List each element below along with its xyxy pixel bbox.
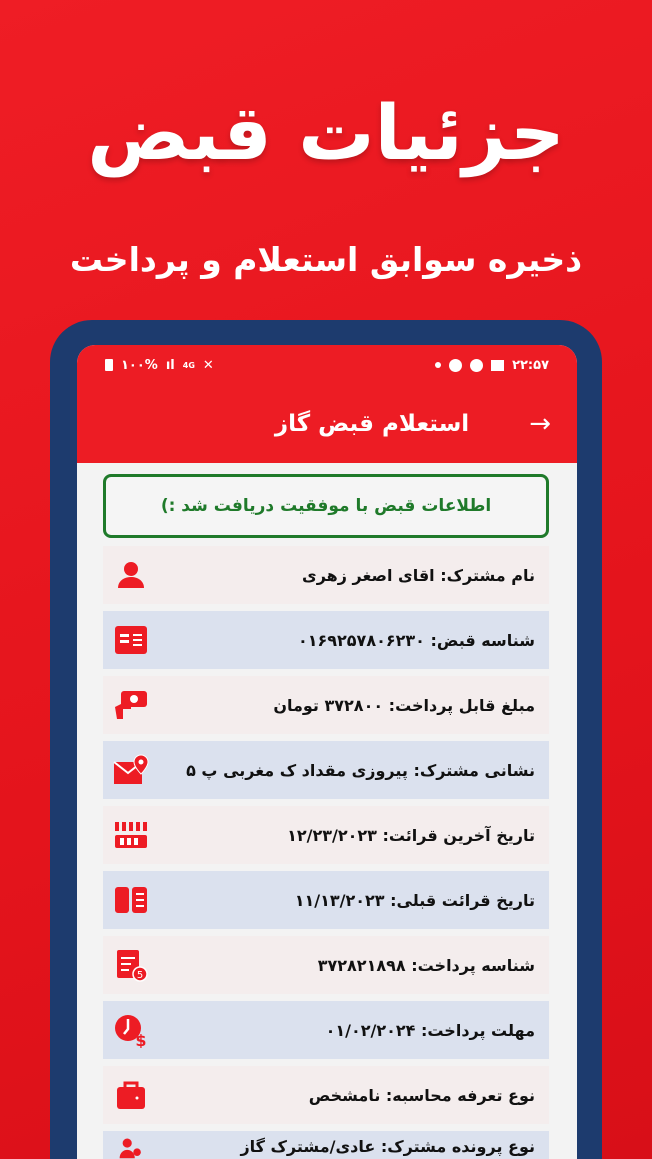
meter-icon bbox=[113, 817, 149, 853]
detail-row-previous-reading bbox=[103, 871, 549, 929]
battery-icon bbox=[105, 359, 113, 371]
detail-row-due-date bbox=[103, 1001, 549, 1059]
app-notification-icon bbox=[449, 359, 462, 372]
cash-hand-icon bbox=[113, 687, 149, 723]
clock-time: ۲۲:۵۷ bbox=[512, 357, 549, 373]
message-icon bbox=[491, 360, 504, 371]
detail-text: نوع تعرفه محاسبه: نامشخص bbox=[308, 1085, 535, 1105]
clock-dollar-icon bbox=[113, 1012, 149, 1048]
detail-row-tariff bbox=[103, 1066, 549, 1124]
svg-text:$: $ bbox=[135, 1031, 147, 1048]
detail-row-payment-id bbox=[103, 936, 549, 994]
page-title: استعلام قبض گاز bbox=[274, 411, 470, 437]
promo-headline: جزئیات قبض bbox=[87, 88, 565, 177]
network-type: 4G bbox=[182, 360, 195, 370]
detail-row-file-type bbox=[103, 1131, 549, 1159]
status-bar bbox=[77, 345, 577, 385]
mute-icon: ✕ bbox=[202, 357, 214, 373]
detail-text: تاریخ آخرین قرائت: ۱۲/۲۳/۲۰۲۳ bbox=[287, 825, 535, 845]
detail-row-last-reading bbox=[103, 806, 549, 864]
user-group-icon bbox=[113, 1137, 149, 1159]
detail-text: شناسه قبض: ۰۱۶۹۲۵۷۸۰۶۲۳۰ bbox=[297, 630, 535, 650]
id-card-icon bbox=[113, 622, 149, 658]
briefcase-icon bbox=[113, 1077, 149, 1113]
detail-text: تاریخ قرائت قبلی: ۱۱/۱۳/۲۰۲۳ bbox=[294, 890, 535, 910]
mail-location-icon bbox=[113, 752, 149, 788]
detail-text: نوع پرونده مشترک: عادی/مشترک گاز bbox=[240, 1137, 535, 1156]
dot-icon bbox=[435, 362, 441, 368]
detail-text: نام مشترک: اقای اصغر زهری bbox=[302, 565, 535, 585]
success-message: اطلاعات قبض با موفقیت دریافت شد :) bbox=[103, 474, 549, 538]
app-bar bbox=[77, 385, 577, 463]
promo-subtitle: ذخیره سوابق استعلام و پرداخت bbox=[69, 240, 583, 279]
detail-text: شناسه پرداخت: ۳۷۲۸۲۱۸۹۸ bbox=[317, 955, 535, 975]
detail-row-amount bbox=[103, 676, 549, 734]
svg-text:5: 5 bbox=[136, 970, 144, 981]
detail-row-subscriber-name bbox=[103, 546, 549, 604]
receipt-icon bbox=[113, 947, 149, 983]
detail-row-address bbox=[103, 741, 549, 799]
book-icon bbox=[113, 882, 149, 918]
person-icon bbox=[113, 557, 149, 593]
bill-details-list bbox=[103, 546, 549, 1159]
detail-row-bill-id bbox=[103, 611, 549, 669]
battery-level: ۱۰۰% bbox=[121, 357, 158, 373]
app-screen bbox=[77, 345, 577, 1159]
signal-icon: ıl bbox=[165, 357, 175, 373]
detail-text: مبلغ قابل پرداخت: ۳۷۲۸۰۰ تومان bbox=[273, 695, 535, 715]
detail-text: مهلت پرداخت: ۰۱/۰۲/۲۰۲۴ bbox=[325, 1020, 535, 1040]
detail-text: نشانی مشترک: پیروزی مقداد ک مغربی پ ۵ bbox=[186, 760, 535, 780]
shop-icon bbox=[470, 359, 483, 372]
back-button[interactable]: → bbox=[529, 409, 551, 439]
